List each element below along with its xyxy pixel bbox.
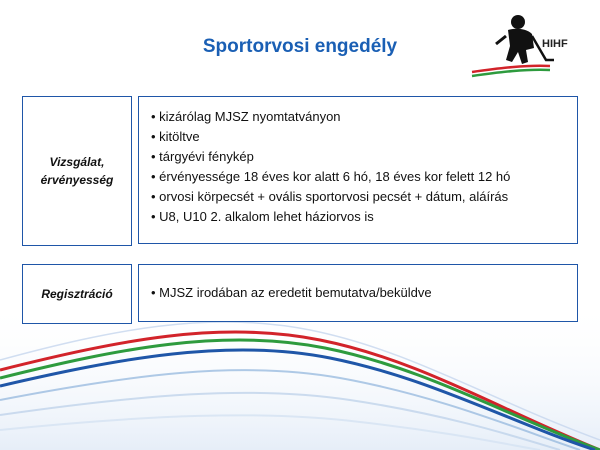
section-label: Regisztráció — [41, 287, 113, 301]
list-item: • orvosi körpecsét + ovális sportorvosi pecsét + dátum, aláírás — [151, 187, 569, 207]
bullet-list — [151, 283, 569, 303]
section-content-box — [138, 96, 578, 244]
slide-title: Sportorvosi engedély — [202, 36, 398, 57]
list-item: • U8, U10 2. alkalom lehet háziorvos is — [151, 207, 569, 227]
section-label: Vizsgálat, érvényesség — [40, 155, 114, 187]
list-item: • érvényessége 18 éves kor alatt 6 hó, 18 éves kor felett 12 hó — [151, 167, 569, 187]
section-label-box — [22, 264, 132, 324]
logo-text: HIHF — [542, 38, 568, 50]
list-item: • kizárólag MJSZ nyomtatványon — [151, 107, 569, 127]
list-item: • kitöltve — [151, 127, 569, 147]
bullet-list — [151, 107, 569, 227]
section-content-box — [138, 264, 578, 322]
list-item: • tárgyévi fénykép — [151, 147, 569, 167]
section-label-box — [22, 96, 132, 246]
list-item: • MJSZ irodában az eredetit bemutatva/beküldve — [151, 283, 569, 303]
